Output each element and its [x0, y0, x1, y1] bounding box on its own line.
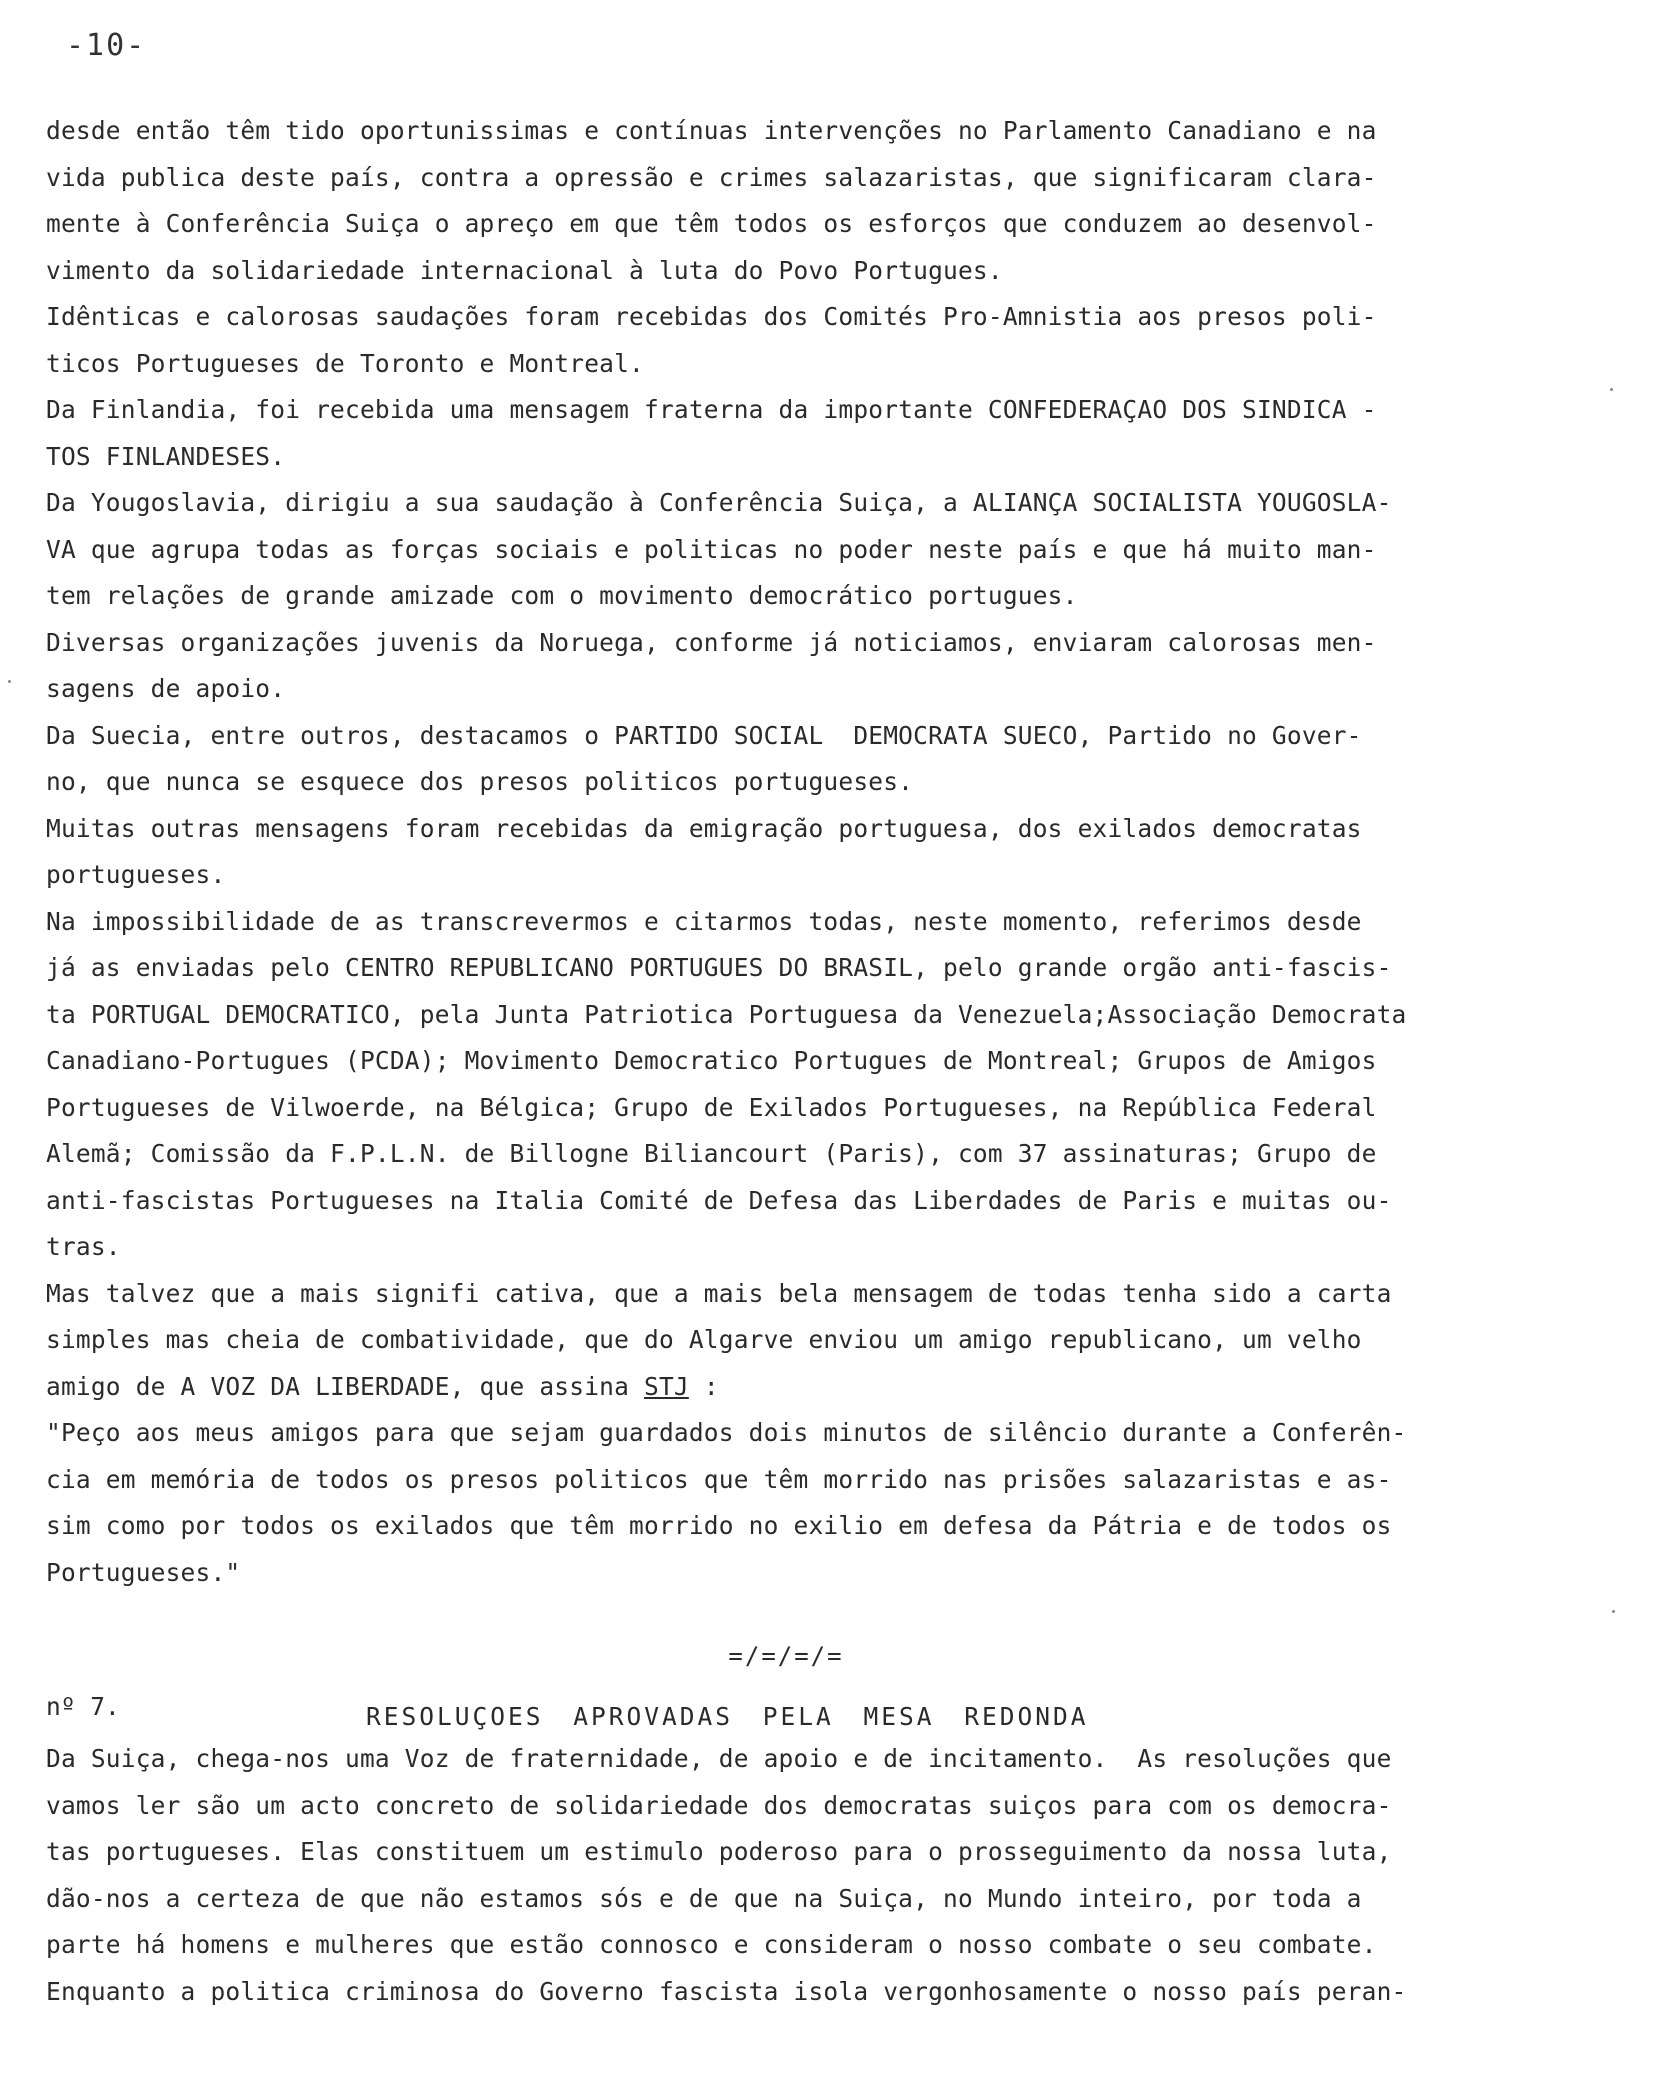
text-line: tem relações de grande amizade com o movimento democrático portugues. [46, 581, 1078, 610]
text-line: desde então têm tido oportunissimas e contínuas intervenções no Parlamento Canadiano e na [46, 116, 1377, 145]
text-line: sagens de apoio. [46, 674, 286, 703]
text-line: vamos ler são um acto concreto de solidariedade dos democratas suiços para com os democra- [46, 1790, 1392, 1820]
scan-speck [1612, 1610, 1615, 1613]
signature-line [46, 1364, 1486, 1411]
text-line: Mas talvez que a mais signifi cativa, que a mais bela mensagem de todas tenha sido a carta [46, 1278, 1392, 1308]
text-line: parte há homens e mulheres que estão connosco e consideram o nosso combate o seu combate. [46, 1930, 1377, 1959]
text-line: portugueses. [46, 860, 226, 889]
signature-suffix: : [688, 1371, 719, 1401]
text-line: tas portugueses. Elas constituem um estimulo poderoso para o prosseguimento da nossa luta, [46, 1837, 1392, 1866]
text-line: Idênticas e calorosas saudações foram recebidas dos Comités Pro-Amnistia aos presos poli- [46, 302, 1377, 331]
text-line: tras. [46, 1232, 121, 1261]
text-line: Muitas outras mensagens foram recebidas da emigração portuguesa, dos exilados democratas [46, 813, 1362, 843]
signature-prefix: amigo de A VOZ DA LIBERDADE, que assina [46, 1371, 645, 1401]
text-line: anti-fascistas Portugueses na Italia Comité de Defesa das Liberdades de Paris e muitas ou- [46, 1185, 1392, 1215]
text-line: Enquanto a politica criminosa do Governo fascista isola vergonhosamente o nosso país peran- [46, 1976, 1407, 2006]
signature-initials: STJ [644, 1371, 689, 1401]
text-line: Alemã; Comissão da F.P.L.N. de Billogne Biliancourt (Paris), com 37 assinaturas; Grupo de [46, 1139, 1377, 1168]
text-line: Na impossibilidade de as transcrevermos e citarmos todas, neste momento, referimos desde [46, 906, 1362, 936]
text-line: TOS FINLANDESES. [46, 441, 286, 471]
text-line: Da Finlandia, foi recebida uma mensagem fraterna da importante CONFEDERAÇAO DOS SINDICA - [46, 395, 1377, 424]
text-line: ta PORTUGAL DEMOCRATICO, pela Junta Patriotica Portuguesa da Venezuela;Associação Democrata [46, 999, 1407, 1029]
text-line: Canadiano-Portugues (PCDA); Movimento Democratico Portugues de Montreal; Grupos de Amigos [46, 1046, 1377, 1075]
scan-speck [8, 680, 11, 683]
text-line: simples mas cheia de combatividade, que do Algarve enviou um amigo republicano, um velho [46, 1325, 1362, 1354]
text-line: Diversas organizações juvenis da Noruega, conforme já noticiamos, enviaram calorosas men- [46, 627, 1377, 657]
section-number: nº 7. [46, 1692, 120, 1721]
section-divider: =/=/=/= [728, 1642, 844, 1670]
text-line: vimento da solidariedade internacional à luta do Povo Portugues. [46, 255, 1003, 285]
text-line: Portugueses de Vilwoerde, na Bélgica; Grupo de Exilados Portugueses, na República Federal [46, 1092, 1377, 1122]
quote-line: "Peço aos meus amigos para que sejam guardados dois minutos de silêncio durante a Conferên- [46, 1418, 1407, 1447]
text-line: VA que agrupa todas as forças sociais e politicas no poder neste país e que há muito man- [46, 534, 1377, 564]
text-line: Da Yougoslavia, dirigiu a sua saudação à Conferência Suiça, a ALIANÇA SOCIALISTA YOUGOSLA- [46, 488, 1392, 517]
text-line: no, que nunca se esquece dos presos politicos portugueses. [46, 767, 914, 796]
page-number: -10- [66, 28, 147, 63]
text-line: Da Suecia, entre outros, destacamos o PARTIDO SOCIAL DEMOCRATA SUECO, Partido no Gover- [46, 720, 1362, 750]
section-heading [46, 1678, 1486, 1736]
quote-line: cia em memória de todos os presos politicos que têm morrido nas prisões salazaristas e as- [46, 1464, 1392, 1494]
scan-speck [1610, 388, 1613, 391]
text-line: Da Suiça, chega-nos uma Voz de fraternidade, de apoio e de incitamento. As resoluções que [46, 1744, 1392, 1773]
text-line: vida publica deste país, contra a opressão e crimes salazaristas, que significaram clara- [46, 162, 1377, 192]
quote-line: sim como por todos os exilados que têm morrido no exilio em defesa da Pátria e de todos os [46, 1511, 1392, 1540]
text-line: já as enviadas pelo CENTRO REPUBLICANO PORTUGUES DO BRASIL, pelo grande orgão anti-fascis- [46, 953, 1392, 982]
text-line: dão-nos a certeza de que não estamos sós e de que na Suiça, no Mundo inteiro, por toda a [46, 1883, 1362, 1913]
text-line: mente à Conferência Suiça o apreço em que têm todos os esforços que conduzem ao desenvol- [46, 209, 1377, 238]
text-line: ticos Portugueses de Toronto e Montreal. [46, 348, 645, 378]
document-body [46, 108, 1486, 2015]
quote-line: Portugueses." [46, 1557, 241, 1587]
section-title: RESOLUÇOES APROVADAS PELA MESA REDONDA [366, 1702, 1089, 1731]
